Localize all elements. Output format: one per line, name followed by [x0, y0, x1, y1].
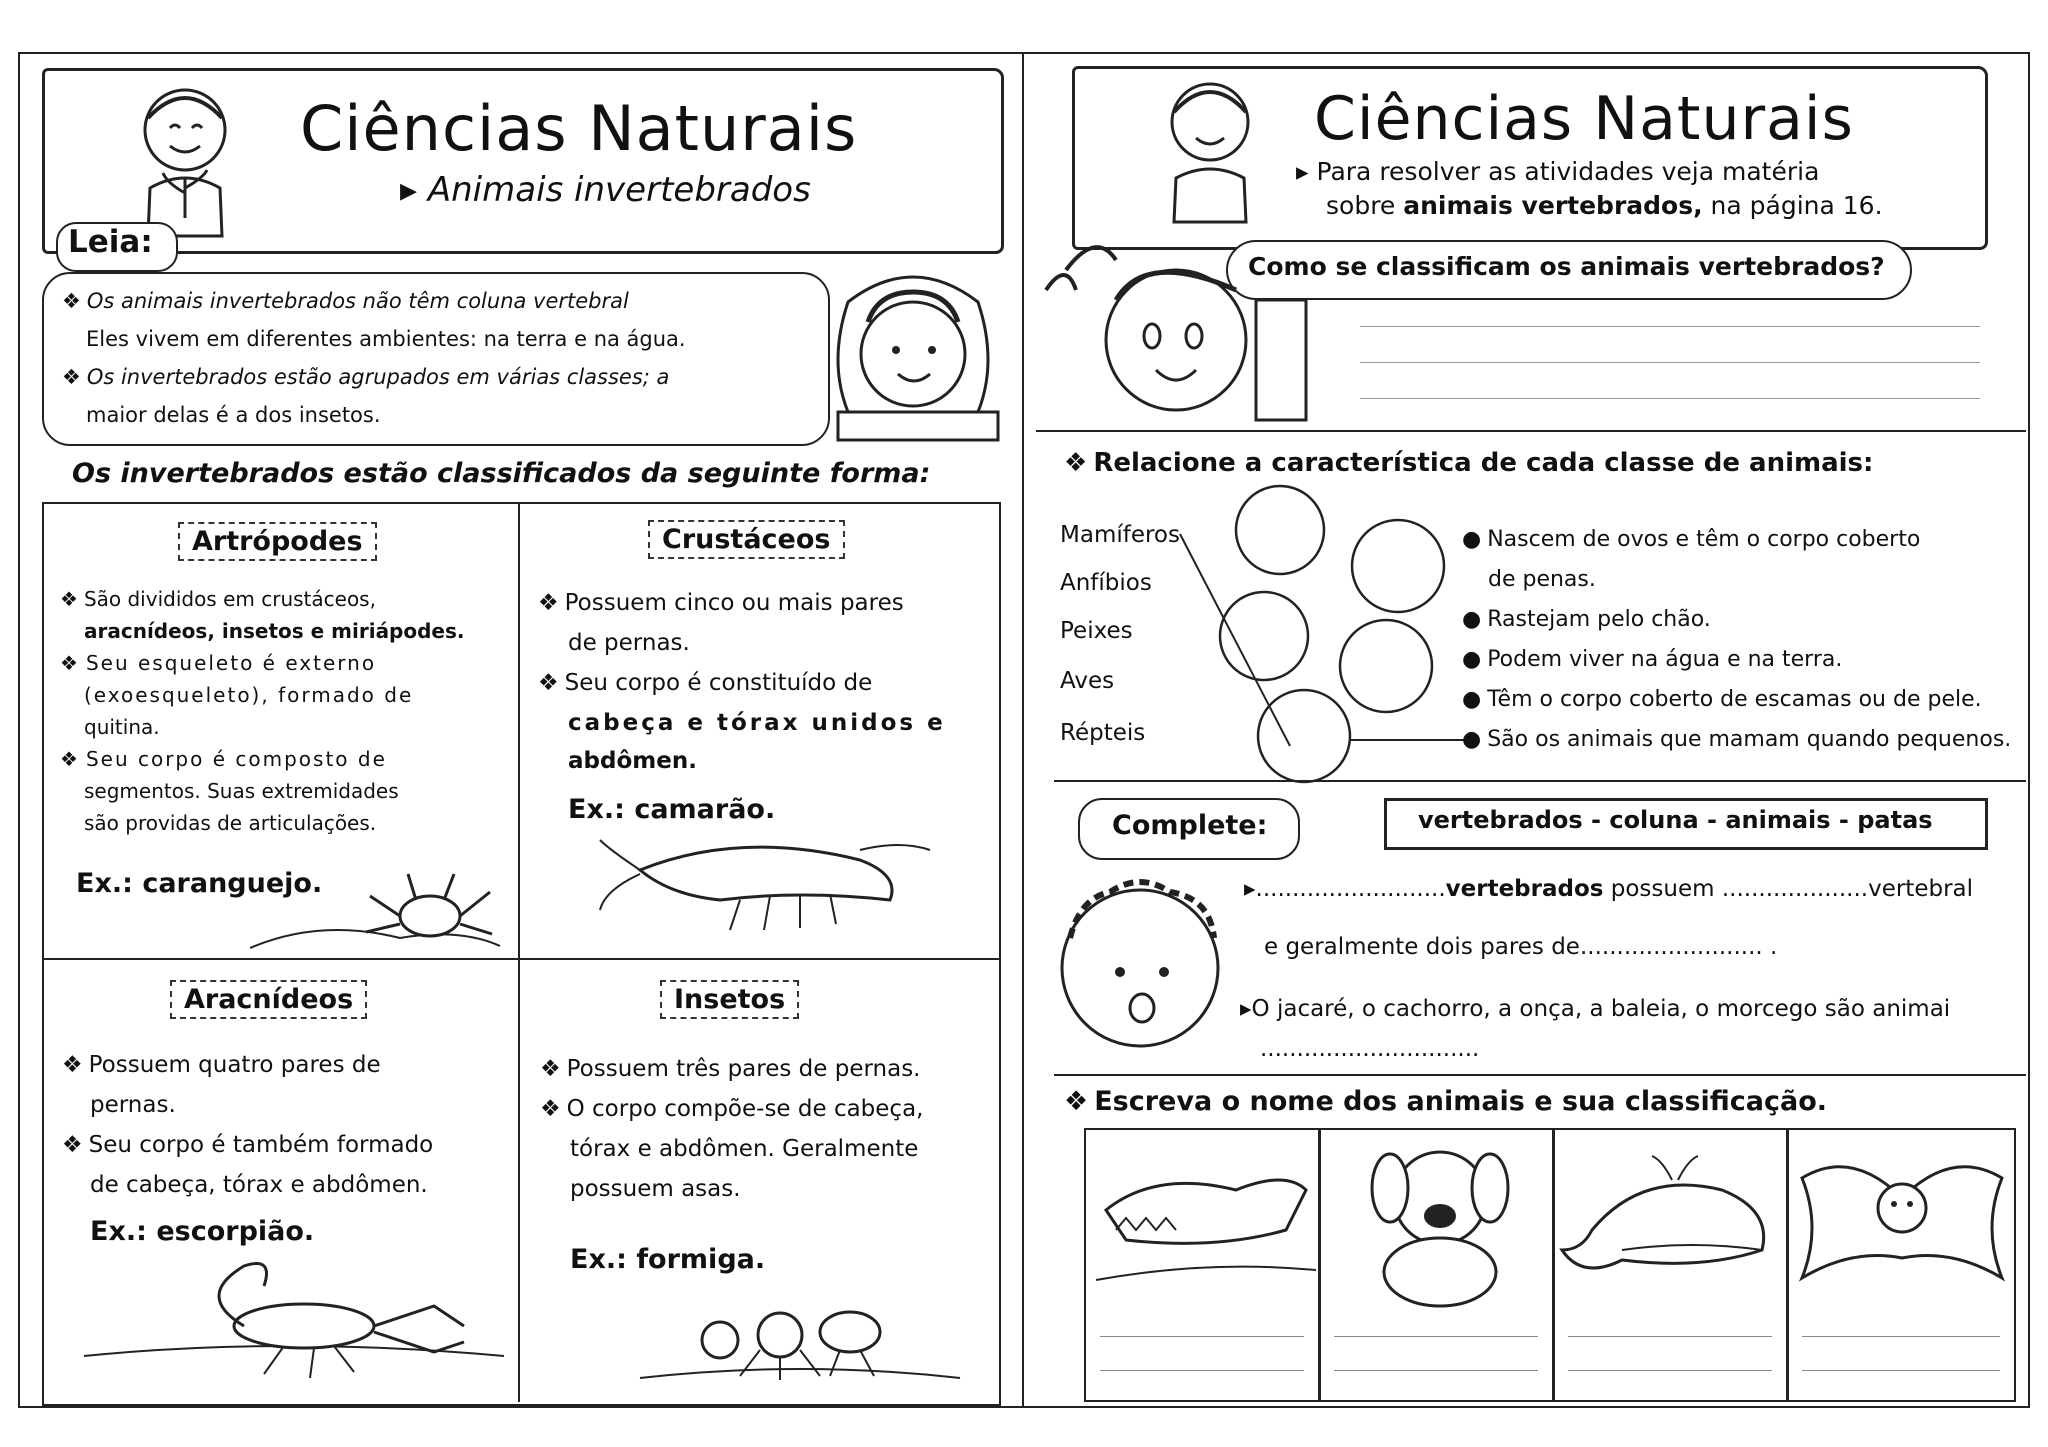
artropodes-title: Artrópodes [178, 522, 377, 561]
insetos-line-2: ❖ O corpo compõe-se de cabeça, [540, 1096, 924, 1122]
animal-3-line-b [1568, 1370, 1772, 1371]
intro-line-4: maior delas é a dos insetos. [86, 403, 381, 427]
intro-line-3: ❖ Os invertebrados estão agrupados em várias classes; a [62, 365, 670, 389]
left-page-subtitle: ▸ Animais invertebrados [400, 170, 811, 210]
trait-3: ● Podem viver na água e na terra. [1462, 647, 1843, 672]
artropodes-line-7: segmentos. Suas extremidades [84, 779, 399, 803]
aracnideos-line-4: de cabeça, tórax e abdômen. [90, 1172, 428, 1198]
section-divider-3 [1054, 1074, 2026, 1076]
intro-line-1: ❖ Os animais invertebrados não têm coluna vertebral [62, 289, 629, 313]
artropodes-line-4: (exoesqueleto), formado de [84, 683, 414, 707]
aracnideos-line-3: ❖ Seu corpo é também formado [62, 1132, 434, 1158]
artropodes-line-2: aracnídeos, insetos e miriápodes. [84, 619, 465, 643]
artropodes-line-1: ❖ São divididos em crustáceos, [60, 587, 376, 611]
scorpion-illustration [84, 1256, 504, 1396]
alligator-illustration [1096, 1150, 1316, 1290]
animal-2-line-a [1334, 1336, 1538, 1337]
crustaceos-line-1: ❖ Possuem cinco ou mais pares [538, 590, 904, 616]
artropodes-example: Ex.: caranguejo. [76, 868, 323, 899]
left-page-title: Ciências Naturais [300, 92, 858, 165]
answer-line-1 [1360, 326, 1980, 327]
grid-horizontal-divider [42, 958, 999, 960]
fill-line-1: ▸..........................vertebrados possuem ....................vertebral [1244, 876, 1974, 902]
crustaceos-title: Crustáceos [648, 520, 845, 559]
question-text: Como se classificam os animais vertebrados? [1248, 252, 1885, 281]
shrimp-illustration [600, 830, 940, 950]
fill-line-3: ▸O jacaré, o cachorro, a onça, a baleia, o morcego são animai [1240, 996, 1951, 1022]
trait-2: ● Rastejam pelo chão. [1462, 607, 1711, 632]
animal-1-line-b [1100, 1370, 1304, 1371]
section-divider-2 [1054, 780, 2026, 782]
class-anfibios: Anfíbios [1060, 570, 1152, 596]
insetos-line-1: ❖ Possuem três pares de pernas. [540, 1056, 921, 1082]
dog-illustration [1340, 1138, 1540, 1308]
crustaceos-line-3: ❖ Seu corpo é constituído de [538, 670, 873, 696]
aracnideos-line-1: ❖ Possuem quatro pares de [62, 1052, 381, 1078]
animal-circles-illustration [1180, 486, 1460, 786]
trait-4: ● Têm o corpo coberto de escamas ou de pele. [1462, 687, 1982, 712]
ant-illustration [640, 1290, 960, 1390]
animal-1-line-a [1100, 1336, 1304, 1337]
insetos-title: Insetos [660, 980, 799, 1019]
artropodes-line-8: são providas de articulações. [84, 811, 377, 835]
answer-line-3 [1360, 398, 1980, 399]
aracnideos-line-2: pernas. [90, 1092, 176, 1118]
trait-1b: de penas. [1488, 567, 1596, 592]
write-heading: ❖ Escreva o nome dos animais e sua classificação. [1064, 1086, 1828, 1117]
artropodes-line-5: quitina. [84, 715, 160, 739]
curly-boy-illustration [1040, 868, 1240, 1068]
aracnideos-title: Aracnídeos [170, 980, 367, 1019]
trait-5: ● São os animais que mamam quando pequenos. [1462, 727, 2012, 752]
relate-heading: ❖ Relacione a característica de cada classe de animais: [1064, 448, 1874, 478]
fill-line-2: e geralmente dois pares de......................... . [1264, 934, 1778, 960]
trait-1a: ● Nascem de ovos e têm o corpo coberto [1462, 527, 1921, 552]
right-instruction-line-1: ▸ Para resolver as atividades veja matéria [1296, 157, 1820, 186]
insetos-example: Ex.: formiga. [570, 1244, 766, 1275]
boy-with-plant-illustration [110, 78, 260, 238]
class-aves: Aves [1060, 668, 1115, 694]
animals-divider-2 [1552, 1128, 1555, 1400]
class-repteis: Répteis [1060, 720, 1146, 746]
boy-with-plant-illustration-right [1140, 74, 1280, 224]
whale-illustration [1562, 1150, 1782, 1290]
animal-4-line-b [1802, 1370, 2000, 1371]
bat-illustration [1792, 1138, 2012, 1308]
crustaceos-line-2: de pernas. [568, 630, 690, 656]
animal-3-line-a [1568, 1336, 1772, 1337]
aracnideos-example: Ex.: escorpião. [90, 1216, 315, 1247]
leia-label: Leia: [68, 224, 153, 260]
grid-vertical-divider [518, 502, 520, 1402]
girl-thinking-illustration [1036, 230, 1336, 430]
classification-heading: Os invertebrados estão classificados da seguinte forma: [72, 458, 931, 489]
crustaceos-line-5: abdômen. [568, 748, 697, 774]
insetos-line-4: possuem asas. [570, 1176, 741, 1202]
word-bank: vertebrados - coluna - animais - patas [1418, 806, 1933, 834]
right-page-title: Ciências Naturais [1314, 84, 1854, 154]
crustaceos-line-4: cabeça e tórax unidos e [568, 710, 946, 736]
complete-label: Complete: [1112, 810, 1268, 841]
animal-2-line-b [1334, 1370, 1538, 1371]
intro-line-2: Eles vivem em diferentes ambientes: na terra e na água. [86, 327, 686, 351]
class-mamiferos: Mamíferos [1060, 522, 1180, 548]
crustaceos-example: Ex.: camarão. [568, 794, 776, 825]
animals-divider-3 [1786, 1128, 1789, 1400]
crab-illustration [240, 858, 510, 958]
section-divider-1 [1036, 430, 2026, 432]
answer-line-2 [1360, 362, 1980, 363]
class-peixes: Peixes [1060, 618, 1133, 644]
animal-4-line-a [1802, 1336, 2000, 1337]
right-instruction-line-2: sobre animais vertebrados, na página 16. [1326, 191, 1883, 220]
fill-line-4: .............................. [1260, 1036, 1480, 1062]
artropodes-line-3: ❖ Seu esqueleto é externo [60, 651, 377, 675]
insetos-line-3: tórax e abdômen. Geralmente [570, 1136, 919, 1162]
artropodes-line-6: ❖ Seu corpo é composto de [60, 747, 387, 771]
animals-divider-1 [1318, 1128, 1321, 1400]
girl-reading-illustration [828, 262, 998, 442]
